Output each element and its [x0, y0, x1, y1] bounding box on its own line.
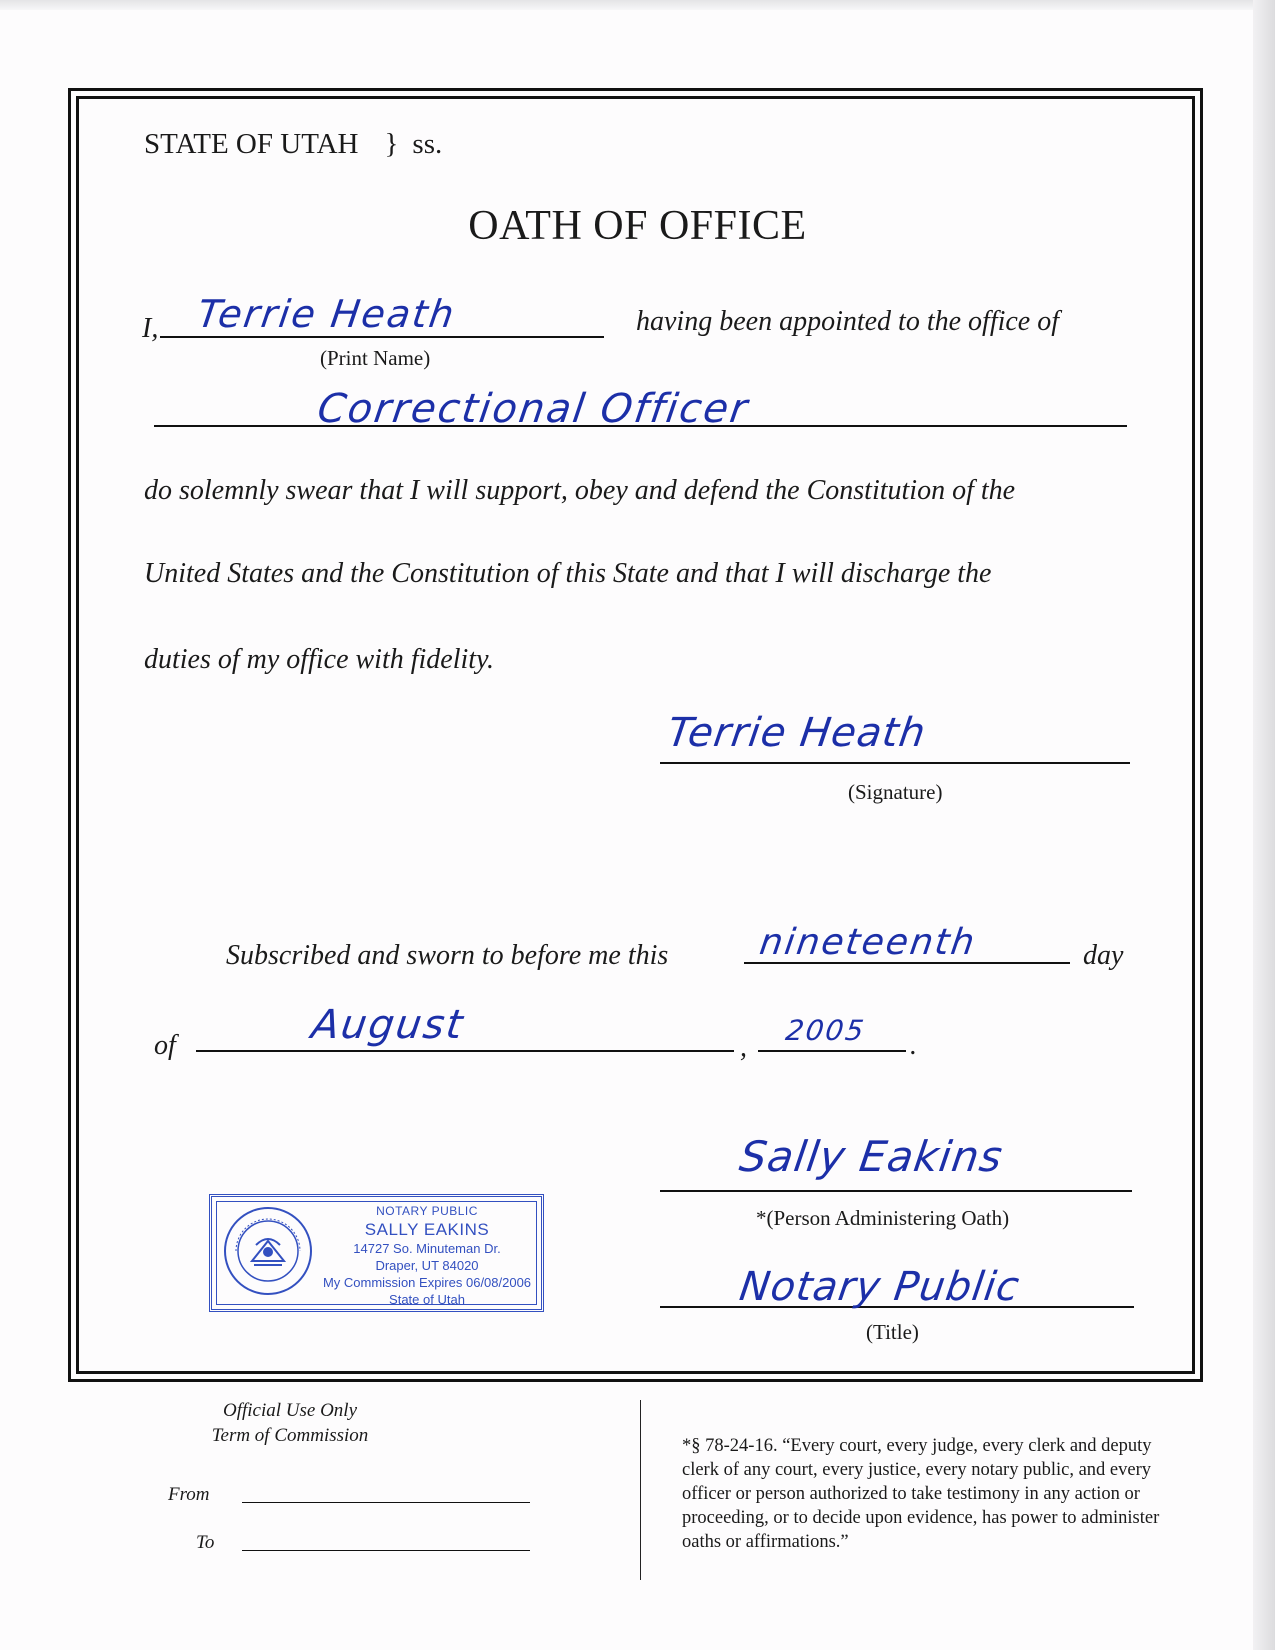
oath-line-1: do solemnly swear that I will support, obey and defend the Constitution of the — [144, 475, 1016, 506]
ss-label: ss. — [412, 128, 443, 160]
month-line — [196, 1050, 734, 1052]
footer-divider — [640, 1400, 641, 1580]
print-name-caption: (Print Name) — [320, 346, 431, 370]
stamp-notary-label: NOTARY PUBLIC — [376, 1204, 478, 1218]
of-label: of — [154, 1030, 176, 1061]
handwritten-office: Correctional Officer — [314, 386, 752, 432]
oath-line-3: duties of my office with fidelity. — [144, 644, 494, 675]
stamp-expiration: My Commission Expires 06/08/2006 — [322, 1275, 532, 1290]
document-border-inner — [76, 96, 1195, 1374]
day-label: day — [1083, 940, 1124, 971]
period: . — [910, 1030, 917, 1061]
comma: , — [740, 1032, 747, 1063]
page-title: OATH OF OFFICE — [468, 203, 807, 249]
statute-text: *§ 78-24-16. “Every court, every judge, every clerk and deputy clerk of any court, every justice, every notary public, and every officer or person authorized to take testimony in any action or proceeding, or to decide upon evidence, has power to administer oaths or affirmations.” — [682, 1436, 1160, 1552]
stamp-state: State of Utah — [389, 1292, 465, 1307]
intro-text: I, — [142, 313, 159, 344]
to-label: To — [196, 1532, 215, 1553]
handwritten-signature: Terrie Heath — [664, 710, 929, 756]
title-caption: (Title) — [866, 1320, 919, 1344]
stamp-city: Draper, UT 84020 — [375, 1258, 479, 1273]
handwritten-title: Notary Public — [736, 1264, 1023, 1310]
stamp-notary-name: SALLY EAKINS — [364, 1220, 490, 1239]
scan-edge — [0, 0, 1275, 10]
handwritten-month: August — [308, 1002, 468, 1048]
to-line — [242, 1550, 530, 1551]
brace: } — [384, 128, 399, 160]
administrator-line — [660, 1190, 1132, 1192]
subscribed-text: Subscribed and sworn to before me this — [226, 940, 669, 971]
from-label: From — [168, 1484, 210, 1505]
from-line — [242, 1502, 530, 1503]
year-line — [758, 1050, 906, 1052]
oath-line-2: United States and the Constitution of this State and that I will discharge the — [144, 558, 992, 589]
notary-stamp — [209, 1194, 544, 1312]
handwritten-day: nineteenth — [757, 922, 979, 963]
handwritten-administrator: Sally Eakins — [736, 1132, 1007, 1181]
stamp-address: 14727 So. Minuteman Dr. — [353, 1241, 501, 1256]
handwritten-name: Terrie Heath — [194, 292, 459, 336]
official-use-label: Official Use Only — [222, 1400, 358, 1421]
signature-line — [660, 762, 1130, 764]
print-name-line — [160, 336, 604, 338]
handwritten-year: 2005 — [783, 1014, 868, 1047]
venue-heading — [144, 128, 442, 161]
appointed-text: having been appointed to the office of — [636, 306, 1060, 337]
state-seal-icon — [222, 1205, 314, 1297]
administrator-caption: *(Person Administering Oath) — [756, 1206, 1010, 1230]
signature-caption: (Signature) — [848, 780, 943, 804]
state-label: STATE OF UTAH — [144, 128, 359, 160]
term-label: Term of Commission — [211, 1425, 369, 1446]
stamp-text-block — [314, 1203, 540, 1308]
